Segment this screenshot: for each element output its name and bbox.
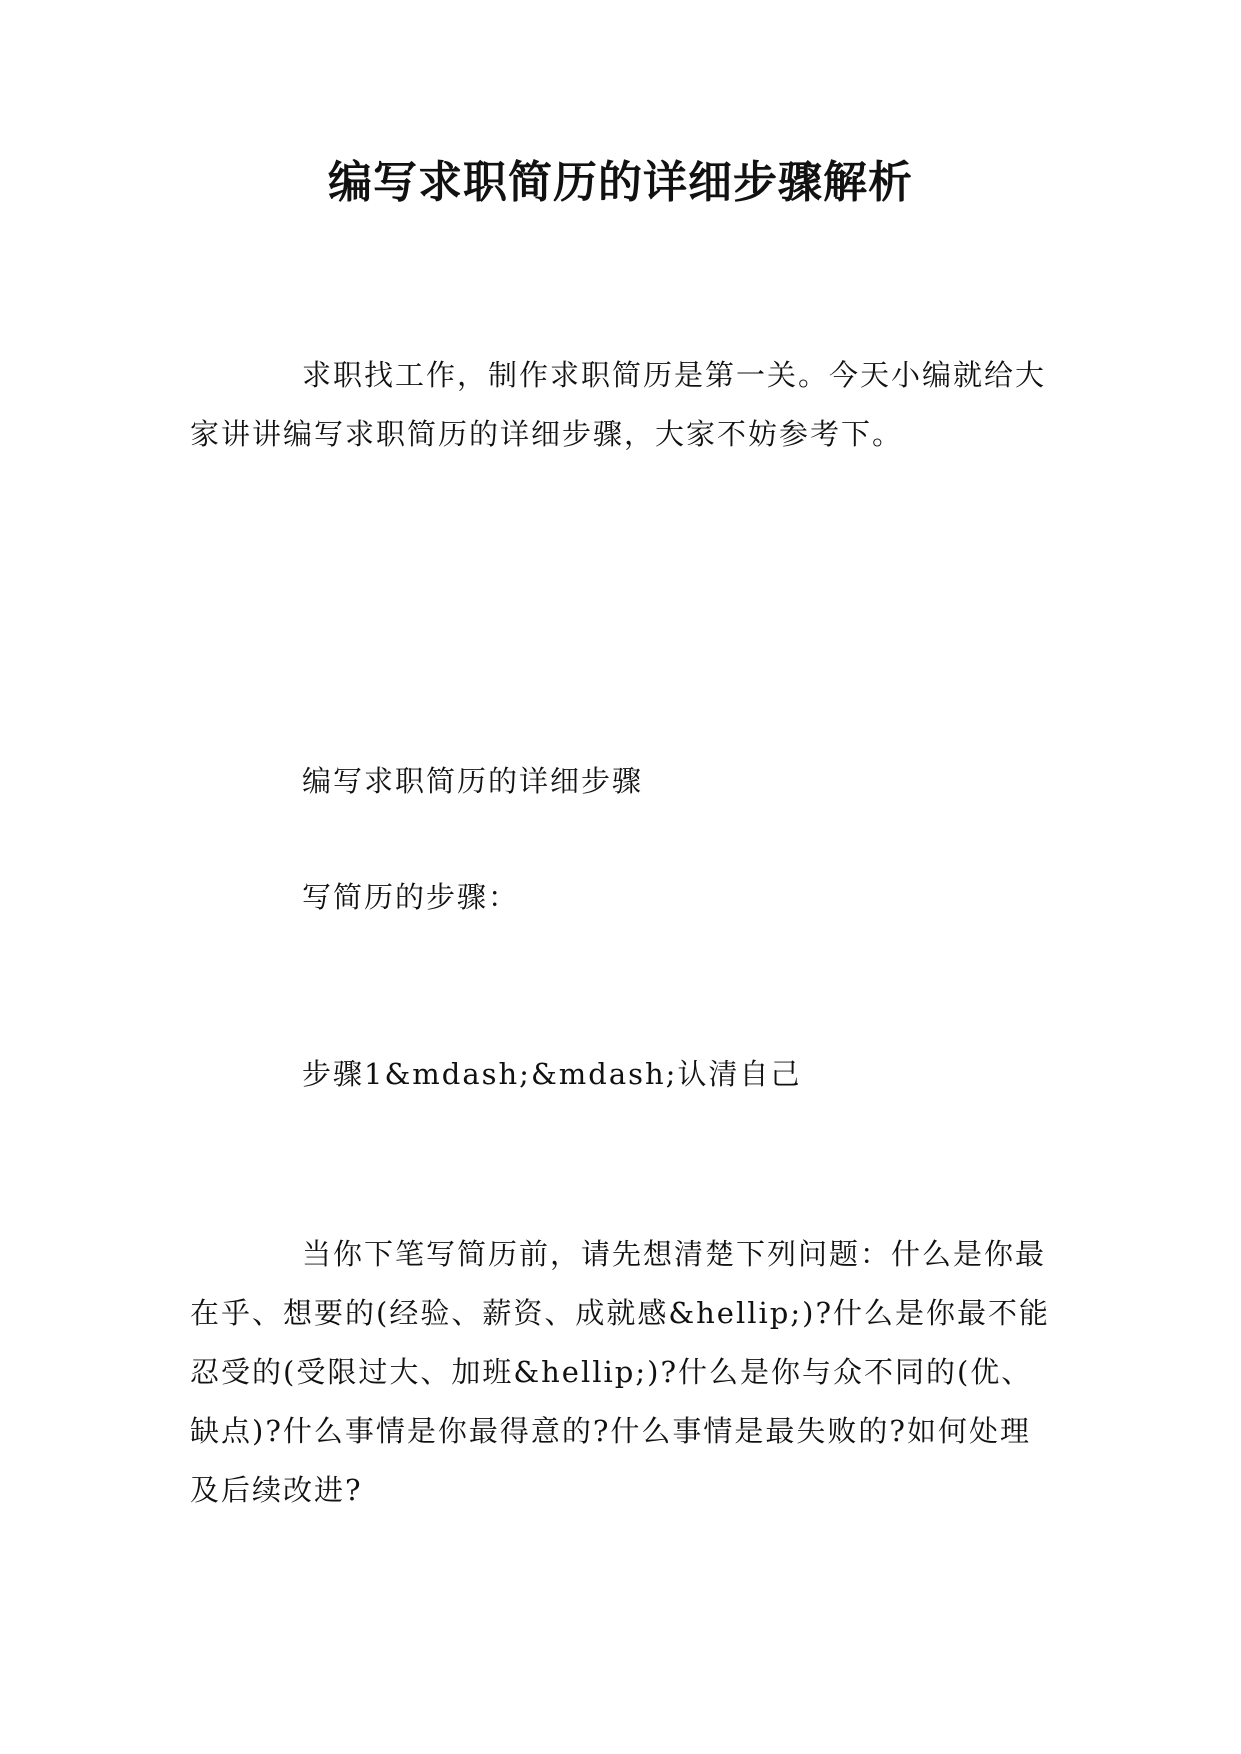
step1-heading: 步骤1&mdash;&mdash;认清自己 [302, 1057, 802, 1091]
section-heading: 编写求职简历的详细步骤 [302, 764, 644, 798]
steps-label: 写简历的步骤： [302, 880, 520, 914]
document-title: 编写求职简历的详细步骤解析 [328, 157, 913, 208]
step1-body-paragraph: 当你下笔写简历前，请先想清楚下列问题：什么是你最在乎、想要的(经验、薪资、成就感&hellip;)?什么是你最不能忍受的(受限过大、加班&hellip;)?什么是你与众不同的(优、缺点)?什么事情是你最得意的?什么事情是最失败的?如何处理及后续改进? [190, 1237, 1050, 1507]
intro-paragraph: 求职找工作，制作求职简历是第一关。今天小编就给大家讲讲编写求职简历的详细步骤，大家不妨参考下。 [190, 358, 1047, 451]
